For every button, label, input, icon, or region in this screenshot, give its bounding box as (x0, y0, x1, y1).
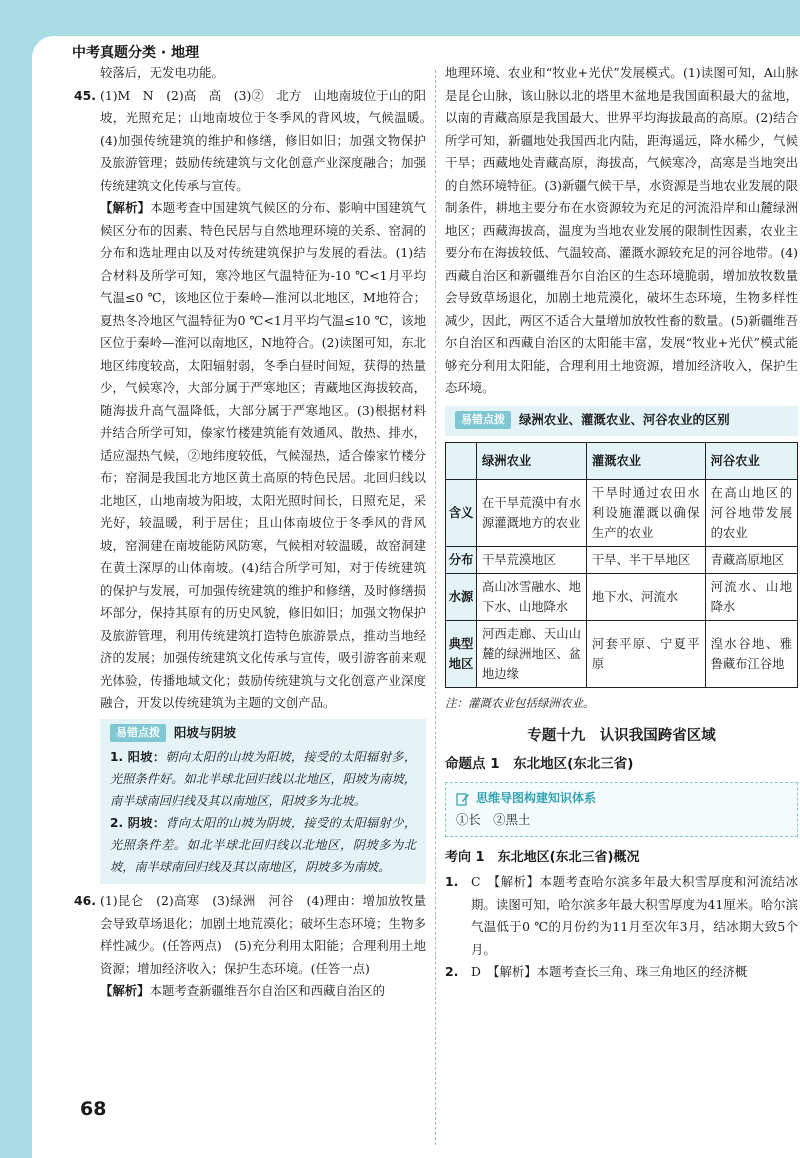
q46-block (74, 890, 426, 1003)
tip-box-slopes (100, 719, 426, 885)
row-header: 水源 (446, 574, 477, 621)
tip-header (455, 409, 788, 432)
table-cell: 河套平原、宁夏平原 (586, 621, 705, 688)
table-cell: 干旱荒漠地区 (477, 547, 587, 574)
direction-title: 考向 1 东北地区(东北三省)概况 (445, 849, 640, 865)
q45-number: 45. (74, 87, 96, 103)
proposition-point-title: 命题点 1 东北地区(东北三省) (445, 756, 634, 772)
row-header: 分布 (446, 547, 477, 574)
mind-map-header (456, 787, 787, 810)
column-divider (435, 70, 436, 1145)
q46-analysis-continuation: 地理环境、农业和“牧业+光伏”发展模式。(1)读图可知，A山脉是昆仑山脉，该山脉以北的塔里木盆地是我国面积最大的盆地，以南的青藏高原是我国最大、世界平均海拔最高的高原。(2)结合所学可知，新疆地处我国西北内陆，距海遥远，降水稀少，气候干旱；西藏地处青藏高原，海拔高，气候寒冷，高寒是当地突出的自然环境特征。(3)新疆气候干旱，水资源是当地农业发展的限制条件，耕地主要分布在水资源较为充足的河流沿岸和山麓绿洲地区；西藏海拔高，温度为当地农业发展的限制性因素，农业主要分布在海拔较低、气温较高、灌溉水源较充足的河谷地带。(4)西藏自治区和新疆维吾尔自治区的生态环境脆弱，增加放牧数量会导致草场退化，加剧土地荒漠化，破坏生态环境，生物多样性减少，因此，两区不适合大量增加放牧性畜的数量。(5)新疆维吾尔自治区和西藏自治区的太阳能丰富，发展“牧业+光伏”模式能够充分利用太阳能，合理利用土地资源，增加经济收入，保护生态环境。 (445, 65, 798, 395)
table-cell: 高山冰雪融水、地下水、山地降水 (477, 574, 587, 621)
table-cell: 在干旱荒漠中有水源灌溉地方的农业 (477, 480, 587, 547)
tip-header (110, 722, 416, 745)
tip-item-label: 2. 阴坡： (110, 816, 166, 830)
tip-box-agriculture (445, 406, 798, 437)
page-header: 中考真题分类 · 地理 (72, 45, 200, 61)
table-row (446, 621, 798, 688)
tip-badge: 易错点拨 (110, 724, 166, 742)
q46-answer (74, 890, 426, 980)
table-cell: 河西走廊、天山山麓的绿洲地区、盆地边缘 (477, 621, 587, 688)
table-row (446, 547, 798, 574)
q46-answer-text: (1)昆仑 (2)高寒 (3)绿洲 河谷 (4)理由：增加放牧量会导致草场退化；加剧土地荒漠化；破坏生态环境；生物多样性减少。(任答两点) (5)充分利用太阳能；合理利用土地资源；增加经济收入；保护生态环境。(任答一点) (100, 893, 426, 976)
q45-analysis-text: 本题考查中国建筑气候区的分布、影响中国建筑气候区分布的因素、特色民居与自然地理环境的关系、窑洞的分布和选址理由以及对传统建筑保护与发展的看法。(1)结合材料及所学可知，寒冷地区气温特征为-10 ℃<1月平均气温≤0 ℃，该地区位于秦岭—淮河以北地区，M地符合；夏热冬冷地区气温特征为0 ℃<1月平均气温≤10 ℃，该地区位于秦岭—淮河以南地区，N地符合。(2)读图可知，东北地区纬度较高，太阳辐射弱，冬季白昼时间短，获得的热量少，气候寒冷，大部分属于严寒地区；青藏地区海拔较高，随海拔升高气温降低，大部分属于严寒地区。(3)根据材料并结合所学可知，傣家竹楼建筑能有效通风、散热、排水，适应湿热气候，②地纬度较低，气候湿热，适合傣家竹楼分布；窑洞是我国北方地区黄土高原的特色民居。北回归线以北地区，山地南坡为阳坡，太阳光照时间长，日照充足，采光好，较温暖，利于居住；且山体南坡位于冬季风的背风坡，窑洞建在南坡能防风防寒，气候相对较温暖，故窑洞建在黄土深厚的山体南坡。(4)结合所学可知，对于传统建筑的保护与发展，可加强传统建筑的维护和修缮，及时修缮损坏部分，保持其原有的历史风貌，修旧如旧；加强文物保护及旅游管理，利用传统建筑打造特色旅游景点，推动当地经济的发展；加强传统建筑文化传承与宣传，吸引游客前来观光体验，传播地域文化；鼓励传统建筑与文化创意产业深度融合，开发以传统建筑为主题的文创产品。 (100, 200, 427, 710)
row-header: 含义 (446, 480, 477, 547)
table-header-cell: 绿洲农业 (477, 443, 587, 480)
table-cell: 在高山地区的河谷地带发展的农业 (705, 480, 797, 547)
table-header-cell: 灌溉农业 (586, 443, 705, 480)
answer-2-text: D 【解析】本题考查长三角、珠三角地区的经济概 (471, 964, 748, 979)
answer-2 (445, 961, 798, 984)
table-row (446, 574, 798, 621)
tip-item-sunny-slope (110, 746, 416, 812)
mind-map-box (445, 782, 798, 837)
q46-number: 46. (74, 893, 96, 908)
q45-answer (74, 85, 439, 198)
table-cell: 干旱时通过农田水利设施灌溉以确保生产的农业 (586, 480, 705, 547)
tip-title: 阳坡与阴坡 (174, 724, 236, 740)
tip-badge: 易错点拨 (455, 411, 511, 429)
q45-block (74, 85, 439, 885)
table-cell: 干旱、半干旱地区 (586, 547, 705, 574)
answer-1-number: 1. (445, 874, 459, 889)
tip-title: 绿洲农业、灌溉农业、河谷农业的区别 (519, 411, 730, 427)
mind-map-content: ①长 ②黑土 (456, 812, 531, 827)
table-header-row (446, 443, 798, 480)
table-header-cell: 河谷农业 (705, 443, 797, 480)
right-column (445, 62, 798, 984)
table-note: 注：灌溉农业包括绿洲农业。 (445, 696, 595, 710)
topic-title: 专题十九 认识我国跨省区域 (527, 727, 716, 744)
mind-map-title: 思维导图构建知识体系 (476, 790, 597, 805)
q46-analysis-text: 本题考查新疆维吾尔自治区和西藏自治区的 (149, 983, 385, 998)
tip-item-label: 1. 阳坡： (110, 750, 166, 764)
table-cell: 地下水、河流水 (586, 574, 705, 621)
note-pencil-icon (456, 791, 470, 805)
q46-analysis (100, 980, 426, 1003)
table-cell: 青藏高原地区 (705, 547, 797, 574)
tip-item-text: 朝向太阳的山坡为阳坡，接受的太阳辐射多，光照条件好。如北半球北回归线以北地区，阳坡为南坡，南半球南回归线及其以南地区，阳坡多为北坡。 (110, 750, 417, 808)
table-cell: 湟水谷地、雅鲁藏布江谷地 (705, 621, 797, 688)
row-header: 典型地区 (446, 621, 477, 688)
table-header-cell (446, 443, 477, 480)
q45-analysis (100, 197, 426, 715)
page-number: 68 (80, 1098, 107, 1120)
analysis-label: 【解析】 (100, 200, 151, 215)
table-row (446, 480, 798, 547)
tip-item-shady-slope (110, 812, 416, 878)
analysis-label: 【解析】 (100, 983, 150, 998)
tip-item-text: 背向太阳的山坡为阴坡，接受的太阳辐射少，光照条件差。如北半球北回归线以北地区，阴坡多为北坡，南半球南回归线及其以南地区，阴坡多为南坡。 (110, 816, 417, 874)
agriculture-comparison-table (445, 442, 798, 688)
left-column (74, 62, 439, 1003)
table-cell: 河流水、山地降水 (705, 574, 797, 621)
answer-2-number: 2. (445, 964, 459, 979)
q45-answer-text: (1)M N (2)高 高 (3)② 北方 山地南坡位于山的阳坡，光照充足；山地南坡位于冬季风的背风坡，气候温暖。 (4)加强传统建筑的维护和修缮，修旧如旧；加强文物保护及旅游管理；鼓励传统建筑与文化创意产业深度融合；加强传统建筑文化传承与宣传。 (100, 87, 439, 193)
page (32, 36, 800, 1158)
answer-1-text: C 【解析】本题考查哈尔滨多年最大积雪厚度和河流结冰期。读图可知，哈尔滨多年最大积雪厚度为41厘米。哈尔滨气温低于0 ℃的月份约为11月至次年3月，结冰期大致5个月。 (471, 874, 798, 957)
answer-1 (445, 871, 798, 961)
q44-continuation: 较落后，无发电功能。 (100, 65, 224, 80)
